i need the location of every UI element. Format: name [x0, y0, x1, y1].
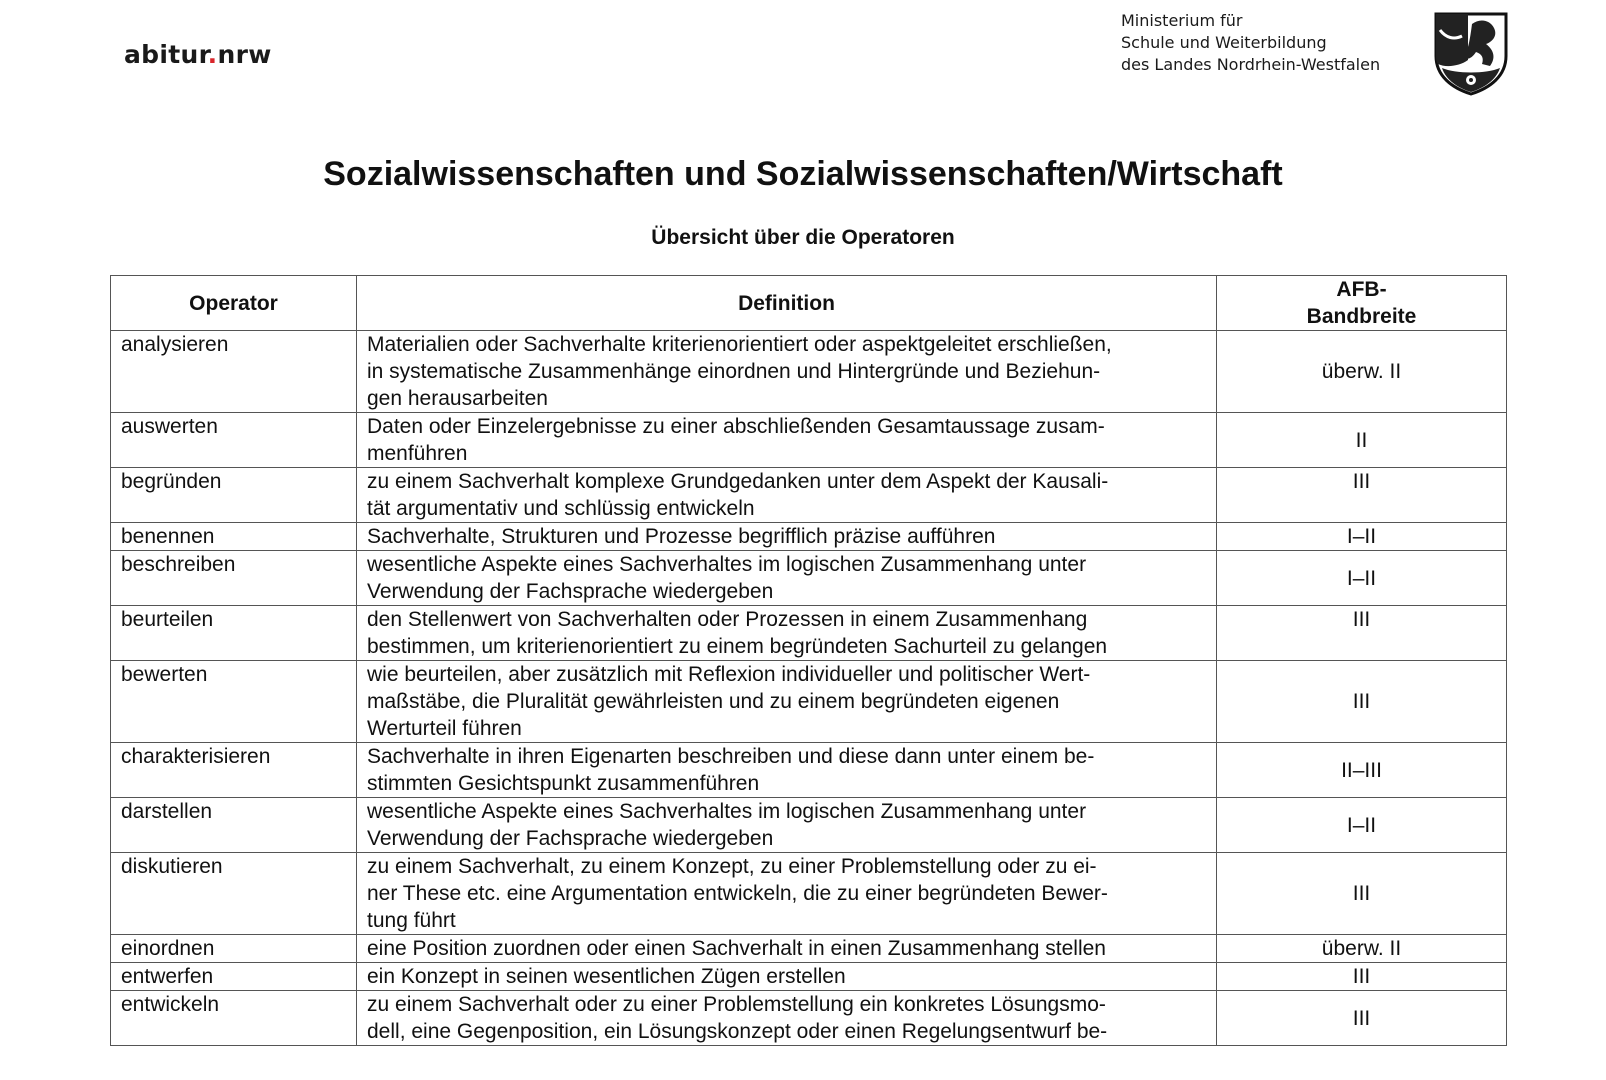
definition-cell: [357, 606, 1217, 661]
page-title: Sozialwissenschaften und Sozialwissenschaften/Wirtschaft: [323, 155, 1283, 193]
operator-cell: benennen: [111, 523, 357, 551]
brand-logo: [124, 40, 272, 69]
operator-cell: auswerten: [111, 413, 357, 468]
definition-line: tät argumentativ und schlüssig entwickeln: [367, 497, 755, 520]
page-subtitle: Übersicht über die Operatoren: [651, 226, 955, 249]
operator-cell: entwerfen: [111, 963, 357, 991]
table-row: [111, 798, 1507, 853]
definition-cell: [357, 661, 1217, 743]
definition-line: ner These etc. eine Argumentation entwickeln, die zu einer begründeten Bewer-: [367, 882, 1108, 905]
definition-line: gen herausarbeiten: [367, 387, 548, 410]
definition-cell: [357, 991, 1217, 1046]
definition-line: wesentliche Aspekte eines Sachverhaltes im logischen Zusammenhang unter: [367, 800, 1087, 823]
operator-cell: entwickeln: [111, 991, 357, 1046]
definition-line: stimmten Gesichtspunkt zusammenführen: [367, 772, 760, 795]
ministry-line-2: Schule und Weiterbildung: [1121, 33, 1327, 52]
table-row: [111, 468, 1507, 523]
table-row: [111, 935, 1507, 963]
operator-cell: darstellen: [111, 798, 357, 853]
definition-line: Verwendung der Fachsprache wiedergeben: [367, 827, 774, 850]
operator-cell: begründen: [111, 468, 357, 523]
ministry-name: [1121, 10, 1380, 76]
brand-tld: nrw: [217, 40, 272, 69]
operator-cell: bewerten: [111, 661, 357, 743]
definition-line: in systematische Zusammenhänge einordnen und Hintergründe und Beziehun-: [367, 360, 1101, 383]
operator-cell: beurteilen: [111, 606, 357, 661]
definition-line: eine Position zuordnen oder einen Sachverhalt in einen Zusammenhang stellen: [367, 937, 1106, 960]
definition-line: maßstäbe, die Pluralität gewährleisten und zu einem begründeten eigenen: [367, 690, 1060, 713]
brand-dot: .: [207, 40, 218, 69]
definition-line: Daten oder Einzelergebnisse zu einer abschließenden Gesamtaussage zusam-: [367, 415, 1105, 438]
operator-cell: diskutieren: [111, 853, 357, 935]
table-row: [111, 991, 1507, 1046]
afb-cell: III: [1217, 853, 1507, 935]
definition-line: menführen: [367, 442, 468, 465]
afb-cell: III: [1217, 606, 1507, 661]
header-afb: [1217, 276, 1507, 331]
definition-cell: [357, 963, 1217, 991]
definition-line: den Stellenwert von Sachverhalten oder Prozessen in einem Zusammenhang: [367, 608, 1088, 631]
ministry-line-3: des Landes Nordrhein-Westfalen: [1121, 55, 1381, 74]
header-afb-line-1: AFB-: [1336, 278, 1387, 301]
header-operator: Operator: [111, 276, 357, 331]
table-row: [111, 606, 1507, 661]
definition-line: ein Konzept in seinen wesentlichen Zügen erstellen: [367, 965, 846, 988]
definition-line: bestimmen, um kriterienorientiert zu einem begründeten Sachurteil zu gelangen: [367, 635, 1108, 658]
definition-line: zu einem Sachverhalt oder zu einer Problemstellung ein konkretes Lösungsmo-: [367, 993, 1106, 1016]
operator-cell: analysieren: [111, 331, 357, 413]
operator-cell: einordnen: [111, 935, 357, 963]
definition-line: dell, eine Gegenposition, ein Lösungskonzept oder einen Regelungsentwurf be-: [367, 1020, 1108, 1043]
table-header-row: [111, 276, 1507, 331]
operator-cell: charakterisieren: [111, 743, 357, 798]
ministry-line-1: Ministerium für: [1121, 11, 1243, 30]
table-row: [111, 853, 1507, 935]
definition-line: Sachverhalte, Strukturen und Prozesse begrifflich präzise aufführen: [367, 525, 996, 548]
afb-cell: I–II: [1217, 551, 1507, 606]
definition-cell: [357, 468, 1217, 523]
afb-cell: III: [1217, 963, 1507, 991]
definition-line: Materialien oder Sachverhalte kriterienorientiert oder aspektgeleitet erschließen,: [367, 333, 1112, 356]
table-row: [111, 551, 1507, 606]
definition-cell: [357, 935, 1217, 963]
afb-cell: überw. II: [1217, 331, 1507, 413]
table-row: [111, 331, 1507, 413]
afb-cell: überw. II: [1217, 935, 1507, 963]
nrw-coat-of-arms-icon: [1432, 10, 1510, 96]
operators-table: [110, 275, 1507, 1046]
table-row: [111, 413, 1507, 468]
definition-line: wesentliche Aspekte eines Sachverhaltes im logischen Zusammenhang unter: [367, 553, 1087, 576]
afb-cell: II–III: [1217, 743, 1507, 798]
brand-main: abitur: [124, 40, 208, 69]
definition-line: wie beurteilen, aber zusätzlich mit Reflexion individueller und politischer Wert-: [367, 663, 1091, 686]
afb-cell: III: [1217, 661, 1507, 743]
afb-cell: I–II: [1217, 798, 1507, 853]
table-row: [111, 963, 1507, 991]
definition-line: Verwendung der Fachsprache wiedergeben: [367, 580, 774, 603]
definition-cell: [357, 798, 1217, 853]
afb-cell: I–II: [1217, 523, 1507, 551]
afb-cell: III: [1217, 468, 1507, 523]
afb-cell: II: [1217, 413, 1507, 468]
definition-line: Sachverhalte in ihren Eigenarten beschreiben und diese dann unter einem be-: [367, 745, 1095, 768]
definition-line: zu einem Sachverhalt komplexe Grundgedanken unter dem Aspekt der Kausali-: [367, 470, 1109, 493]
definition-cell: [357, 743, 1217, 798]
definition-cell: [357, 523, 1217, 551]
table-row: [111, 661, 1507, 743]
table-row: [111, 523, 1507, 551]
operator-cell: beschreiben: [111, 551, 357, 606]
header-definition: Definition: [357, 276, 1217, 331]
table-row: [111, 743, 1507, 798]
afb-cell: III: [1217, 991, 1507, 1046]
definition-line: Werturteil führen: [367, 717, 522, 740]
definition-line: zu einem Sachverhalt, zu einem Konzept, zu einer Problemstellung oder zu ei-: [367, 855, 1097, 878]
definition-cell: [357, 551, 1217, 606]
definition-cell: [357, 331, 1217, 413]
definition-cell: [357, 413, 1217, 468]
header-afb-line-2: Bandbreite: [1306, 305, 1417, 328]
definition-line: tung führt: [367, 909, 456, 932]
definition-cell: [357, 853, 1217, 935]
